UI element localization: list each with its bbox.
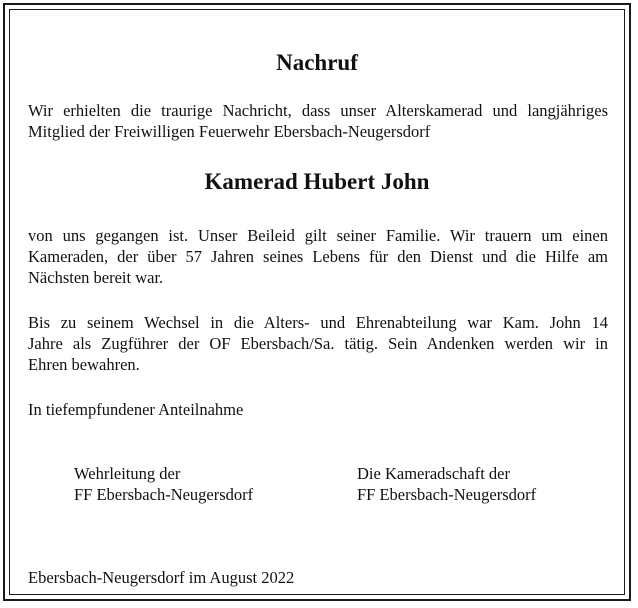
service-paragraph <box>28 312 608 375</box>
service-line-1: Bis zu seinem Wechsel in die Alters- und Ehrenabteilung war Kam. John 14 <box>28 313 608 332</box>
intro-line-1: Wir erhielten die traurige Nachricht, dass unser Alterskamerad und langjähriges <box>28 101 608 120</box>
intro-paragraph <box>28 100 608 142</box>
signature-right-line-2: FF Ebersbach-Neugersdorf <box>357 485 537 504</box>
document-title: Nachruf <box>276 50 358 75</box>
signature-right-line-1: Die Kameradschaft der <box>357 464 511 483</box>
signature-right <box>357 463 536 505</box>
service-line-3: Ehren bewahren. <box>28 355 140 374</box>
service-line-2: Jahre als Zugführer der OF Ebersbach/Sa. tätig. Sein Andenken werden wir in <box>28 334 608 353</box>
document-inner-border <box>9 9 625 595</box>
closing-line: In tiefempfundener Anteilnahme <box>28 400 244 419</box>
condolence-line-1: von uns gegangen ist. Unser Beileid gilt seiner Familie. Wir trauern um einen <box>28 226 608 245</box>
place-date <box>28 567 608 588</box>
signature-left-line-1: Wehrleitung der <box>74 464 181 483</box>
condolence-line-2: Kameraden, der über 57 Jahren seines Lebens für den Dienst und die Hilfe am <box>28 247 608 266</box>
signature-left-line-2: FF Ebersbach-Neugersdorf <box>74 485 254 504</box>
closing-text <box>28 399 608 420</box>
document-border <box>3 3 631 601</box>
place-date-line: Ebersbach-Neugersdorf im August 2022 <box>28 568 295 587</box>
condolence-paragraph <box>28 225 608 288</box>
deceased-name: Kamerad Hubert John <box>204 169 430 194</box>
signature-left <box>74 463 253 505</box>
intro-line-2: Mitglied der Freiwilligen Feuerwehr Ebersbach-Neugersdorf <box>28 122 431 141</box>
condolence-line-3: Nächsten bereit war. <box>28 268 164 287</box>
